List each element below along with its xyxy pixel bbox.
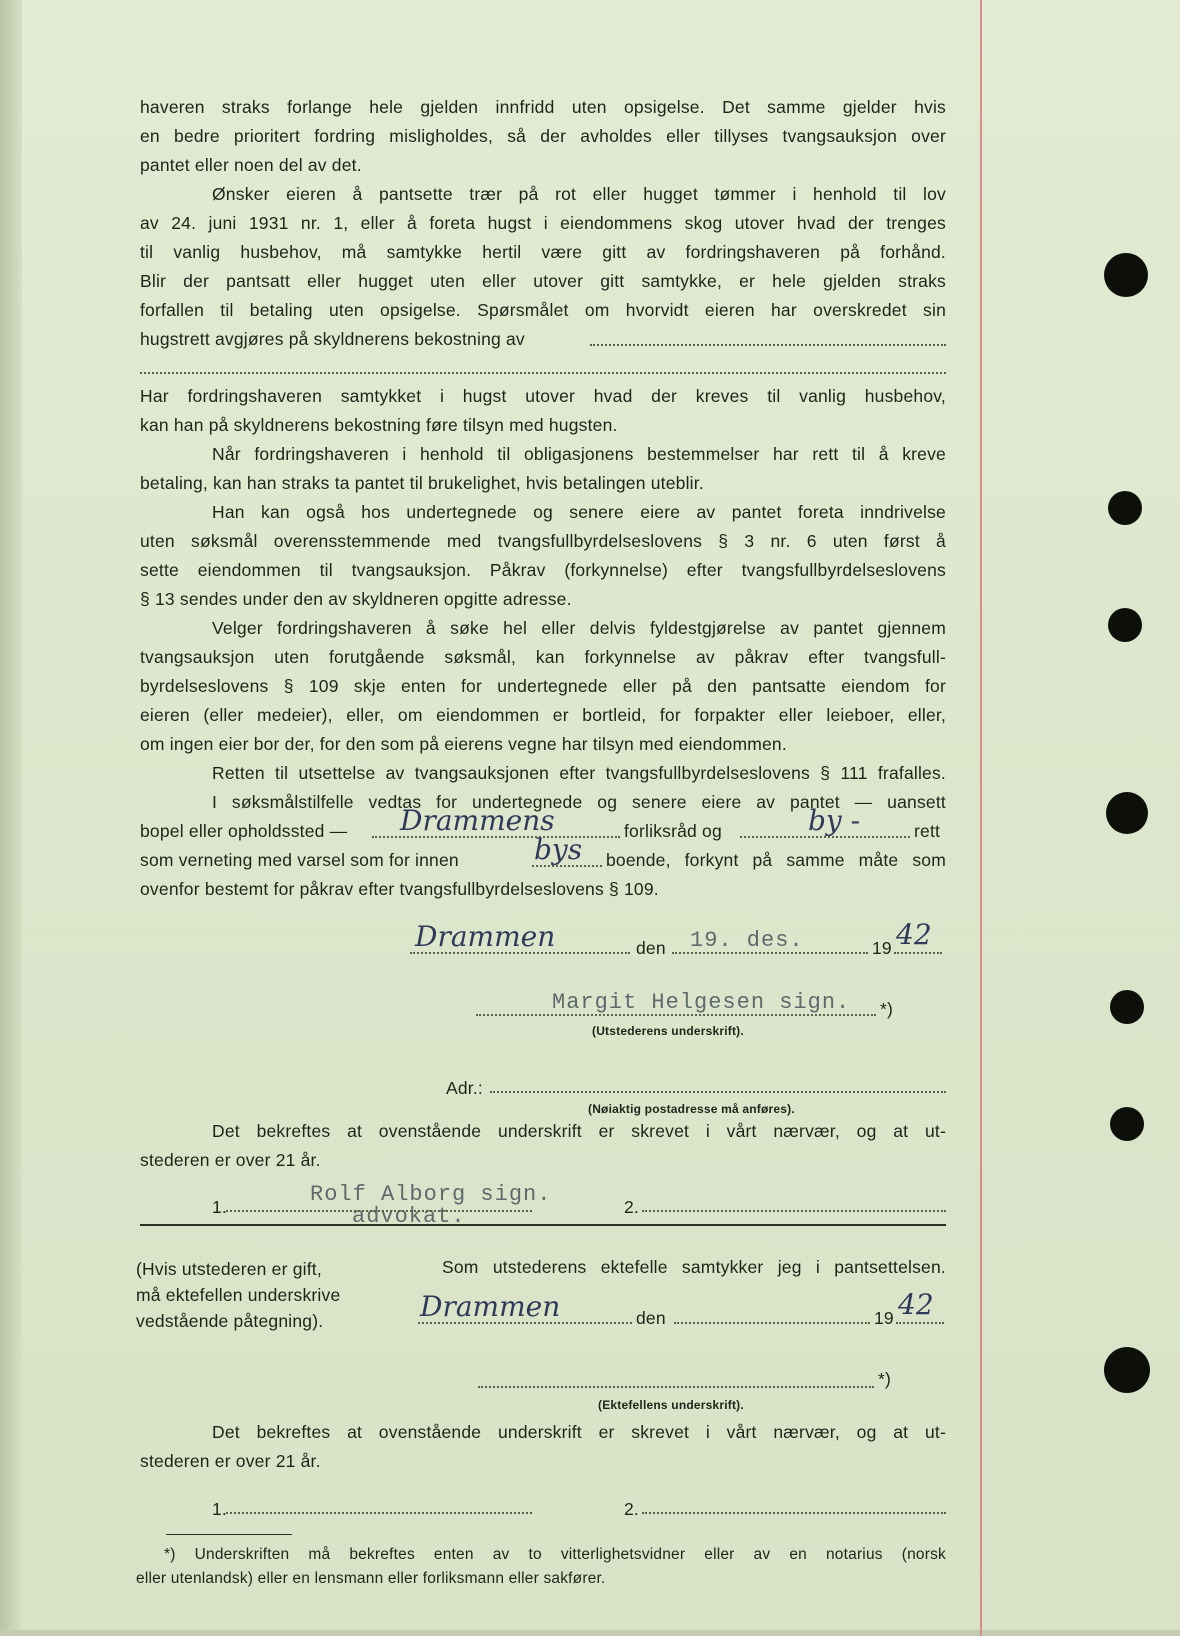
spouse-consent: Som utstederens ektefelle samtykker jeg i pantsettelsen. — [442, 1257, 946, 1277]
spouse-signature-line — [478, 1386, 874, 1388]
typed-witness-title: advokat. — [352, 1204, 466, 1229]
text-line: Han kan også hos undertegnede og senere eiere av pantet foreta inndrivelse — [212, 502, 946, 522]
spouse-witness-1-label: 1. — [212, 1499, 227, 1519]
spouse-year-line — [896, 1322, 944, 1324]
text-line: stederen er over 21 år. — [140, 1451, 321, 1471]
spouse-place-line — [418, 1322, 632, 1324]
punch-hole — [1108, 491, 1142, 525]
den-label: den — [636, 938, 666, 958]
issuer-caption: (Utstederens underskrift). — [592, 1024, 744, 1038]
spouse-date-line — [674, 1322, 870, 1324]
text-line: pantet eller noen del av det. — [140, 155, 362, 175]
witness-2-label: 2. — [624, 1197, 639, 1217]
text-line: hugstrett avgjøres på skyldnerens bekostning av — [140, 329, 525, 349]
text-line: Det bekreftes at ovenstående underskrift er skrevet i vårt nærvær, og at ut- — [212, 1121, 946, 1141]
text-line: en bedre prioritert fordring misligholdes, så der avholdes eller tillyses tvangsauksjon over — [140, 126, 946, 146]
punch-hole — [1104, 253, 1148, 297]
handwritten-spouse-place: Drammen — [420, 1290, 561, 1323]
text-line: haveren straks forlange hele gjelden innfridd uten opsigelse. Det samme gjelder hvis — [140, 97, 946, 117]
hugst-fill-line — [590, 344, 946, 346]
handwritten-venue: Drammens — [400, 804, 555, 837]
text-line: rett — [914, 821, 941, 841]
spouse-note: (Hvis utstederen er gift, — [136, 1259, 322, 1279]
handwritten-within: bys — [534, 833, 583, 866]
spouse-note: vedstående påtegning). — [136, 1311, 324, 1331]
spouse-witness-2-line — [642, 1512, 946, 1514]
text-line: tvangsauksjon uten forutgående søksmål, kan forkynnelse av påkrav efter tvangsfull- — [140, 647, 946, 667]
witness-1-line — [226, 1210, 532, 1212]
text-line: Har fordringshaveren samtykket i hugst utover hvad der kreves til vanlig husbehov, — [140, 386, 946, 406]
handwritten-year: 42 — [896, 918, 932, 951]
date-place-line — [410, 952, 630, 954]
text-line: sette eiendommen til tvangsauksjon. Påkrav (forkynnelse) efter tvangsfullbyrdelseslovens — [140, 560, 946, 580]
text-line: som verneting med varsel som for innen — [140, 850, 459, 870]
punch-hole — [1104, 1347, 1150, 1393]
year-line — [894, 952, 942, 954]
witness-2-line — [642, 1210, 946, 1212]
text-line: boende, forkynt på samme måte som — [606, 850, 946, 870]
spouse-year-prefix: 19 — [874, 1308, 894, 1328]
text-line: stederen er over 21 år. — [140, 1150, 321, 1170]
text-line: av 24. juni 1931 nr. 1, eller å foreta hugst i eiendommens skog utover hvad der trenges — [140, 213, 946, 233]
text-line: til vanlig husbehov, må samtykke hertil være gitt av fordringshaveren på forhånd. — [140, 242, 946, 262]
text-line: § 13 sendes under den av skyldneren opgitte adresse. — [140, 589, 572, 609]
text-line: Det bekreftes at ovenstående underskrift er skrevet i vårt nærvær, og at ut- — [212, 1422, 946, 1442]
issuer-signature-line — [476, 1014, 876, 1016]
handwritten-date-place: Drammen — [415, 920, 556, 953]
handwritten-spouse-year: 42 — [898, 1288, 934, 1321]
text-line: I søksmålstilfelle vedtas for undertegnede og senere eiere av pantet — uansett — [212, 792, 946, 812]
punch-hole — [1106, 792, 1148, 834]
section-divider — [140, 1224, 946, 1226]
hugst-fill-line-2 — [140, 372, 946, 374]
address-line — [490, 1091, 946, 1093]
punch-hole — [1110, 1107, 1144, 1141]
spouse-caption: (Ektefellens underskrift). — [598, 1398, 744, 1412]
text-line: bopel eller opholdssted — — [140, 821, 348, 841]
page-bottom-edge — [0, 1630, 1180, 1636]
spouse-witness-2-label: 2. — [624, 1499, 639, 1519]
typed-witness-name: Rolf Alborg sign. — [310, 1182, 552, 1207]
page-edge — [0, 0, 22, 1636]
text-line: Velger fordringshaveren å søke hel eller delvis fyldestgjørelse av pantet gjennem — [212, 618, 946, 638]
typed-date: 19. des. — [690, 928, 804, 953]
text-line: Når fordringshaveren i henhold til obligasjonens bestemmelser har rett til å kreve — [212, 444, 946, 464]
punch-hole — [1108, 608, 1142, 642]
text-line: forfallen til betaling uten opsigelse. Spørsmålet om hvorvidt eieren har overskredet sin — [140, 300, 946, 320]
witness-1-label: 1. — [212, 1197, 227, 1217]
margin-rule — [980, 0, 982, 1636]
text-line: om ingen eier bor der, for den som på eierens vegne har tilsyn med eiendommen. — [140, 734, 787, 754]
text-line: kan han på skyldnerens bekostning føre tilsyn med hugsten. — [140, 415, 618, 435]
footnote-rule — [166, 1534, 292, 1535]
spouse-footnote-mark: *) — [878, 1369, 892, 1389]
text-line: forliksråd og — [624, 821, 722, 841]
text-line: uten søksmål overensstemmende med tvangsfullbyrdelseslovens § 3 nr. 6 uten først å — [140, 531, 946, 551]
text-line: ovenfor bestemt for påkrav efter tvangsfullbyrdelseslovens § 109. — [140, 879, 659, 899]
address-label: Adr.: — [446, 1078, 483, 1098]
footnote-mark: *) — [880, 999, 894, 1019]
spouse-witness-1-line — [226, 1512, 532, 1514]
address-caption: (Nøiaktig postadresse må anføres). — [588, 1102, 795, 1116]
text-line: eieren (eller medeier), eller, om eiendommen er bortleid, for forpakter eller leieboer, eller, — [140, 705, 946, 725]
date-line — [672, 952, 868, 954]
text-line: Blir der pantsatt eller hugget uten eller utover gitt samtykke, er hele gjelden straks — [140, 271, 946, 291]
footnote-text: eller utenlandsk) eller en lensmann eller forliksmann eller sakfører. — [136, 1570, 606, 1587]
spouse-note: må ektefellen underskrive — [136, 1285, 341, 1305]
handwritten-court: by - — [808, 804, 861, 837]
text-line: Retten til utsettelse av tvangsauksjonen efter tvangsfullbyrdelseslovens § 111 frafalles. — [212, 763, 946, 783]
text-line: betaling, kan han straks ta pantet til brukelighet, hvis betalingen uteblir. — [140, 473, 704, 493]
spouse-den-label: den — [636, 1308, 666, 1328]
punch-hole — [1110, 990, 1144, 1024]
footnote-text: *) Underskriften må bekreftes enten av to vitterlighetsvidner eller av en notarius (norsk — [164, 1546, 946, 1563]
year-prefix: 19 — [872, 938, 892, 958]
text-line: byrdelseslovens § 109 skje enten for undertegnede eller på den pantsatte eiendom for — [140, 676, 946, 696]
text-line: Ønsker eieren å pantsette trær på rot eller hugget tømmer i henhold til lov — [212, 184, 946, 204]
typed-issuer-signature: Margit Helgesen sign. — [552, 990, 851, 1015]
